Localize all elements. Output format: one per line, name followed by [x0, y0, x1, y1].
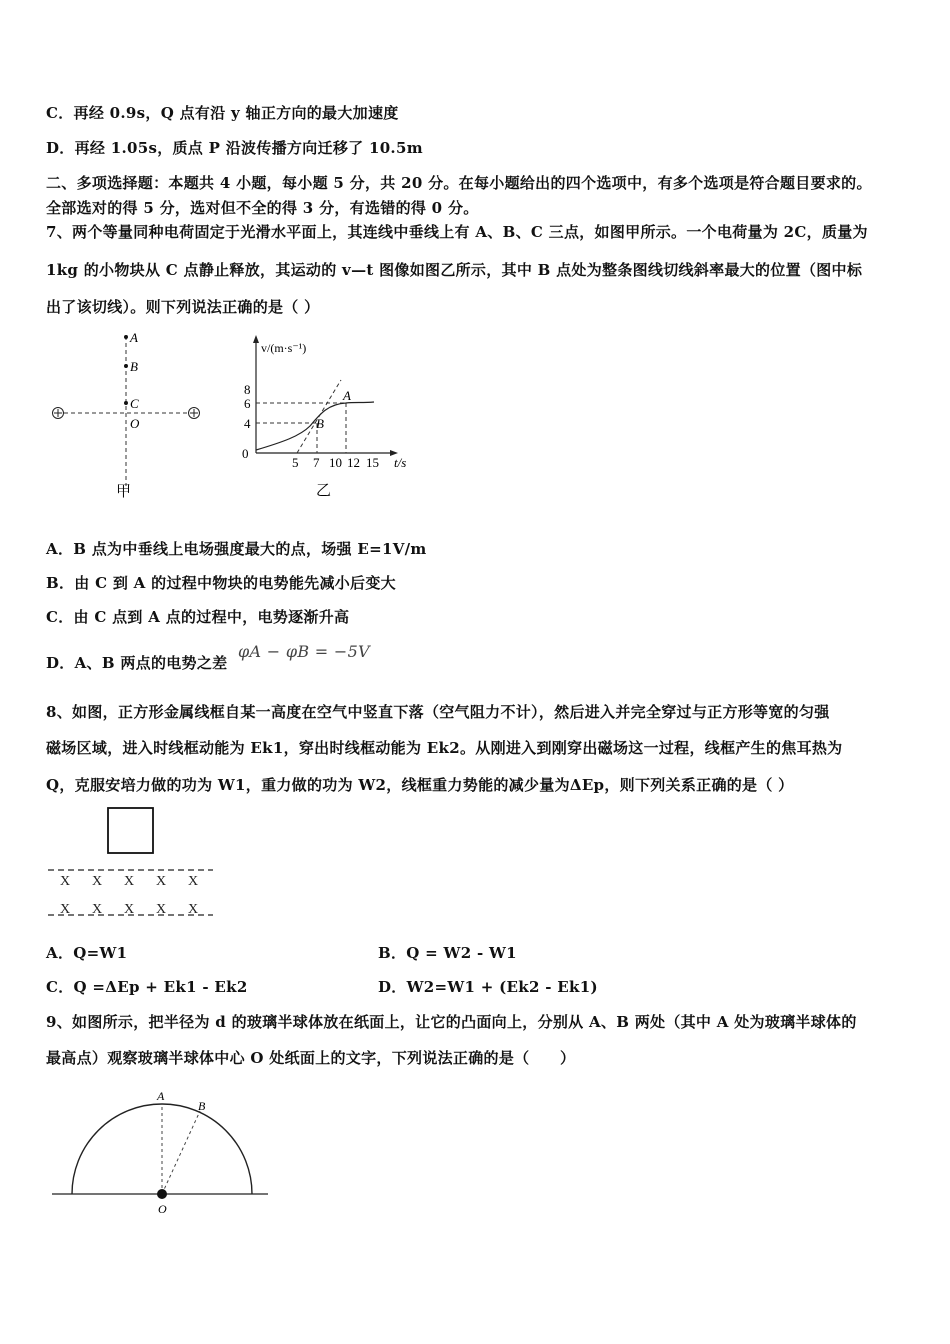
point-a-label: A — [343, 388, 351, 403]
x-tick-10: 10 — [329, 455, 342, 470]
y-axis-label: v/(m·s⁻¹) — [261, 341, 307, 355]
point-b-label: B — [198, 1099, 206, 1113]
q6-option-d: D．再经 1.05s，质点 P 沿波传播方向迁移了 10.5m — [46, 139, 423, 157]
q7-stem-2: 1kg 的小物块从 C 点静止释放，其运动的 v—t 图像如图乙所示，其中 B 点处为整条图线切线斜率最大的位置（图中标 — [46, 261, 863, 279]
point-a-label: A — [157, 1089, 165, 1103]
origin-label: 0 — [242, 446, 249, 461]
q9-stem-2: 最高点）观察玻璃半球体中心 O 处纸面上的文字，下列说法正确的是（ ） — [46, 1049, 576, 1067]
svg-text:X: X — [92, 902, 103, 917]
svg-text:X: X — [188, 902, 199, 917]
q8-stem-1: 8、如图，正方形金属线框自某一高度在空气中竖直下落（空气阻力不计），然后进入并完全穿过与正方形等宽的匀强 — [46, 703, 830, 721]
q7-figure-jia — [44, 326, 214, 501]
svg-text:X: X — [124, 874, 135, 889]
svg-text:X: X — [60, 902, 71, 917]
svg-text:X: X — [156, 902, 167, 917]
square-frame — [108, 808, 153, 853]
right-charge-icon — [189, 408, 200, 419]
q7-option-a: A．B 点为中垂线上电场强度最大的点，场强 E=1V/m — [46, 540, 427, 558]
svg-text:X: X — [92, 874, 103, 889]
svg-text:X: X — [60, 874, 71, 889]
point-a-label: A — [130, 330, 138, 345]
q8-stem-3: Q，克服安培力做的功为 W1，重力做的功为 W2，线框重力势能的减少量为ΔEp，则下列关系正确的是（ ） — [46, 776, 794, 794]
q7-option-b: B．由 C 到 A 的过程中物块的电势能先减小后变大 — [46, 574, 396, 592]
q7-stem-1: 7、两个等量同种电荷固定于光滑水平面上，其连线中垂线上有 A、B、C 三点，如图甲所示。一个电荷量为 2C，质量为 — [46, 223, 868, 241]
x-tick-12: 12 — [347, 455, 360, 470]
q8-option-b: B．Q = W2 - W1 — [378, 944, 517, 962]
origin-o-label: O — [130, 416, 140, 431]
point-c-label: C — [130, 396, 139, 411]
q9-figure — [48, 1085, 273, 1220]
q7-figure-yi — [228, 330, 413, 505]
magnetic-field-marks — [60, 874, 198, 917]
y-tick-8: 8 — [244, 382, 251, 397]
section2-instruction-1: 二、多项选择题：本题共 4 小题，每小题 5 分，共 20 分。在每小题给出的四个选项中，有多个选项是符合题目要求的。 — [46, 174, 872, 192]
q8-option-a: A．Q=W1 — [46, 944, 128, 962]
x-tick-5: 5 — [292, 455, 299, 470]
q7-option-d: D．A、B 两点的电势之差 — [46, 654, 228, 672]
q7-stem-3: 出了该切线）。则下列说法正确的是（ ） — [46, 298, 320, 316]
x-tick-7: 7 — [313, 455, 320, 470]
x-axis-label: t/s — [394, 455, 407, 470]
point-b-label: B — [316, 416, 324, 431]
q7-option-c: C．由 C 点到 A 点的过程中，电势逐渐升高 — [46, 608, 350, 626]
svg-text:X: X — [188, 874, 199, 889]
figure-caption-yi: 乙 — [316, 483, 332, 499]
center-o-label: O — [158, 1202, 167, 1216]
left-charge-icon — [53, 408, 64, 419]
q8-stem-2: 磁场区域，进入时线框动能为 Ek1，穿出时线框动能为 Ek2。从刚进入到刚穿出磁场这一过程，线框产生的焦耳热为 — [46, 739, 843, 757]
figure-caption-jia: 甲 — [116, 484, 132, 500]
q8-option-c: C．Q =ΔEp + Ek1 - Ek2 — [46, 978, 248, 996]
x-tick-15: 15 — [366, 455, 379, 470]
y-tick-6: 6 — [244, 396, 251, 411]
q7-option-d-formula: φA − φB = −5V — [238, 642, 370, 661]
point-b-label: B — [130, 359, 138, 374]
q8-option-d: D．W2=W1 + (Ek2 - Ek1) — [378, 978, 598, 996]
q8-figure — [48, 805, 218, 925]
section2-instruction-2: 全部选对的得 5 分，选对但不全的得 3 分，有选错的得 0 分。 — [46, 199, 479, 217]
svg-text:X: X — [124, 902, 135, 917]
y-tick-4: 4 — [244, 416, 251, 431]
q9-stem-1: 9、如图所示，把半径为 d 的玻璃半球体放在纸面上，让它的凸面向上，分别从 A、B 两处（其中 A 处为玻璃半球体的 — [46, 1013, 857, 1031]
svg-text:X: X — [156, 874, 167, 889]
q6-option-c: C．再经 0.9s，Q 点有沿 y 轴正方向的最大加速度 — [46, 104, 399, 122]
